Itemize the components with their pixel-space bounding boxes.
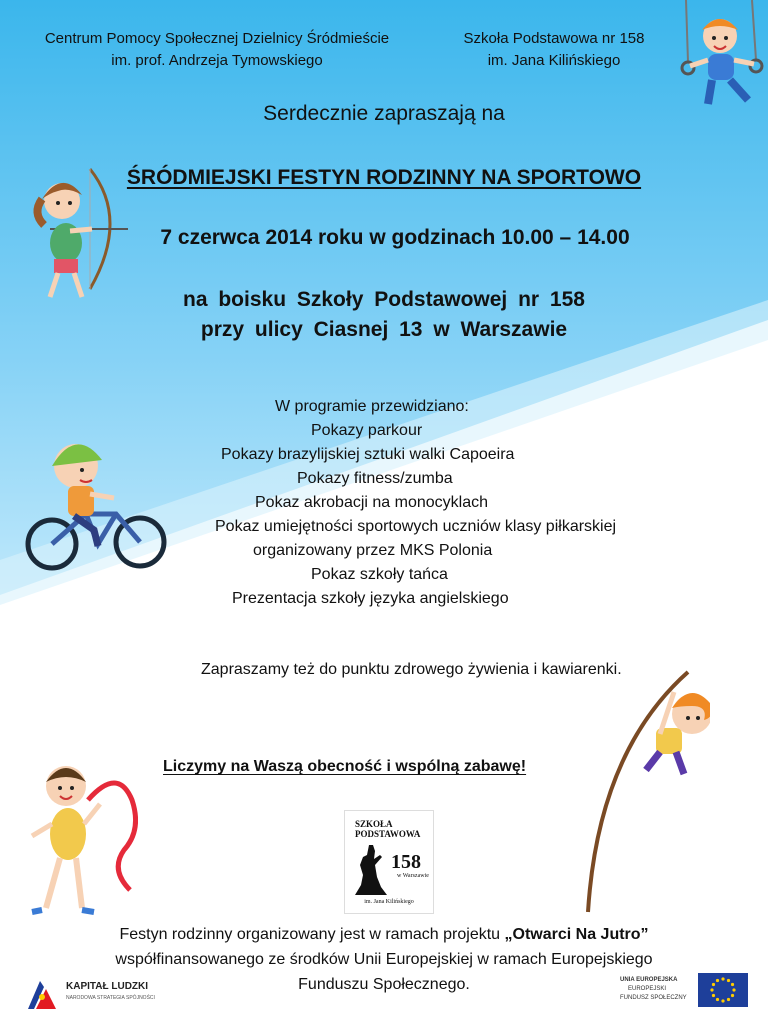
project-name: „Otwarci Na Jutro” <box>504 926 649 943</box>
eu-star <box>727 998 730 1001</box>
funding-intro: Festyn rodzinny organizowany jest w ramach projektu <box>119 926 505 943</box>
program-item: organizowany przez MKS Polonia <box>253 542 493 559</box>
school-logo-city: w Warszawie <box>397 873 429 879</box>
program-heading: W programie przewidziano: <box>275 398 469 415</box>
funding-line2: współfinansowanego ze środków Unii Europejskiej w ramach Europejskiego <box>115 951 653 968</box>
extra-invite: Zapraszamy też do punktu zdrowego żywienia i kawiarenki. <box>201 661 622 678</box>
archer-girl-illustration <box>10 165 130 305</box>
organizer-right-line1: Szkoła Podstawowa nr 158 <box>463 30 645 47</box>
kapital-ludzki-name: KAPITAŁ LUDZKI <box>66 981 149 992</box>
program-item: Pokaz szkoły tańca <box>311 566 448 583</box>
eu-logo-line3: FUNDUSZ SPOŁECZNY <box>620 995 687 1001</box>
invitation-text: Serdecznie zapraszają na <box>263 102 505 125</box>
eu-logo-line1: UNIA EUROPEJSKA <box>620 977 678 983</box>
pole-vaulter-illustration <box>580 668 710 918</box>
school-logo-title-1: SZKOŁA <box>355 819 393 829</box>
event-place-line1: na boisku Szkoły Podstawowej nr 158 <box>183 288 585 311</box>
eu-star <box>716 979 719 982</box>
program-item: Prezentacja szkoły języka angielskiego <box>232 590 509 607</box>
organizer-left-line2: im. prof. Andrzeja Tymowskiego <box>111 52 323 69</box>
eu-star <box>727 979 730 982</box>
organizer-right-line2: im. Jana Kilińskiego <box>487 52 621 69</box>
eu-star <box>712 983 715 986</box>
statue-icon <box>353 843 389 897</box>
event-place-line2: przy ulicy Ciasnej 13 w Warszawie <box>200 318 568 341</box>
eu-star <box>731 983 734 986</box>
boy-on-rings-illustration <box>672 0 768 112</box>
organizer-left-line1: Centrum Pomocy Społecznej Dzielnicy Śródmieście <box>44 30 390 47</box>
organizer-left <box>2 28 432 72</box>
gymnast-girl-ribbon-illustration <box>18 760 138 940</box>
eu-star <box>732 988 735 991</box>
eu-star <box>731 994 734 997</box>
school-logo-patron: im. Jana Kilińskiego <box>364 899 414 905</box>
event-date: 7 czerwca 2014 roku w godzinach 10.00 – 14.00 <box>160 226 630 249</box>
eu-star <box>721 999 724 1002</box>
kapital-ludzki-sub: NARODOWA STRATEGIA SPÓJNOŚCI <box>66 995 155 1001</box>
eu-logo <box>614 973 754 1013</box>
cyclist-boy-illustration <box>22 432 172 580</box>
program-item: Pokazy parkour <box>311 422 423 439</box>
program-item: Pokaz umiejętności sportowych uczniów klasy piłkarskiej <box>215 518 617 535</box>
program-item: Pokaz akrobacji na monocyklach <box>255 494 489 511</box>
organizer-right <box>430 28 678 72</box>
eu-logo-line2: EUROPEJSKI <box>628 986 667 992</box>
event-title: ŚRÓDMIEJSKI FESTYN RODZINNY NA SPORTOWO <box>126 166 642 189</box>
kapital-ludzki-logo <box>22 975 172 1017</box>
eu-star <box>712 994 715 997</box>
school-logo <box>344 810 434 914</box>
program-item: Pokazy fitness/zumba <box>297 470 453 487</box>
eu-star <box>716 998 719 1001</box>
eu-star <box>721 977 724 980</box>
funding-line3: Funduszu Społecznego. <box>298 976 470 993</box>
school-logo-number: 158 <box>391 851 421 873</box>
closing-text: Liczymy na Waszą obecność i wspólną zabawę! <box>163 758 527 775</box>
eu-flag-icon <box>698 973 748 1007</box>
program-item: Pokazy brazylijskiej sztuki walki Capoeira <box>221 446 515 463</box>
kapital-ludzki-emblem-icon <box>22 975 62 1015</box>
eu-star <box>710 988 713 991</box>
school-logo-title-2: PODSTAWOWA <box>355 829 421 839</box>
